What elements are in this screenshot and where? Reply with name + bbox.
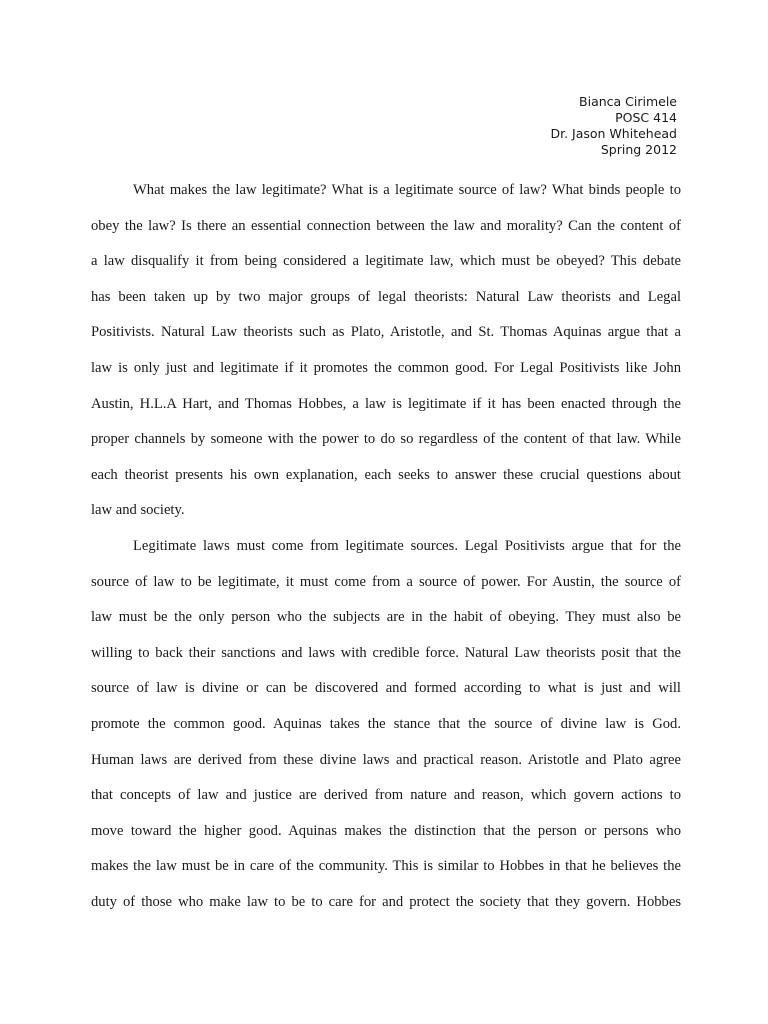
course-code: POSC 414	[615, 110, 677, 125]
text-line: Positivists. Natural Law theorists such as Plato, Aristotle, and St. Thomas Aquinas argue that a	[91, 324, 681, 341]
author-name: Bianca Cirimele	[579, 94, 677, 109]
text-line: obey the law? Is there an essential connection between the law and morality? Can the content of	[91, 217, 681, 234]
essay-body	[91, 173, 681, 920]
text-line: law and society.	[91, 502, 185, 519]
text-line: Legitimate laws must come from legitimate sources. Legal Positivists argue that for the	[133, 537, 681, 554]
text-line: What makes the law legitimate? What is a legitimate source of law? What binds people to	[133, 182, 681, 198]
document-header	[550, 94, 677, 158]
text-line: willing to back their sanctions and laws with credible force. Natural Law theorists posit that the	[91, 644, 681, 661]
instructor-name: Dr. Jason Whitehead	[550, 126, 677, 141]
text-line: Austin, H.L.A Hart, and Thomas Hobbes, a law is legitimate if it has been enacted through the	[91, 395, 681, 412]
text-line: proper channels by someone with the power to do so regardless of the content of that law. While	[91, 431, 681, 448]
text-line: makes the law must be in care of the community. This is similar to Hobbes in that he believes the	[91, 858, 681, 875]
text-line: each theorist presents his own explanation, each seeks to answer these crucial questions about	[91, 466, 681, 483]
term: Spring 2012	[600, 142, 677, 157]
paragraph-1	[91, 173, 681, 529]
text-line: move toward the higher good. Aquinas makes the distinction that the person or persons who	[91, 822, 681, 839]
text-line: law must be the only person who the subjects are in the habit of obeying. They must also be	[91, 609, 681, 626]
text-line: law is only just and legitimate if it promotes the common good. For Legal Positivists like John	[91, 359, 681, 376]
text-line: duty of those who make law to be to care for and protect the society that they govern. Hobbes	[91, 893, 681, 910]
text-line: has been taken up by two major groups of legal theorists: Natural Law theorists and Legal	[91, 288, 681, 305]
text-line: Human laws are derived from these divine laws and practical reason. Aristotle and Plato agree	[91, 751, 681, 768]
paragraph-2	[91, 529, 681, 921]
text-line: promote the common good. Aquinas takes the stance that the source of divine law is God.	[91, 715, 681, 732]
text-line: that concepts of law and justice are derived from nature and reason, which govern actions to	[91, 787, 681, 804]
text-line: a law disqualify it from being considered a legitimate law, which must be obeyed? This debate	[91, 253, 681, 270]
text-line: source of law is divine or can be discovered and formed according to what is just and will	[91, 680, 681, 697]
text-line: source of law to be legitimate, it must come from a source of power. For Austin, the source of	[91, 573, 681, 590]
